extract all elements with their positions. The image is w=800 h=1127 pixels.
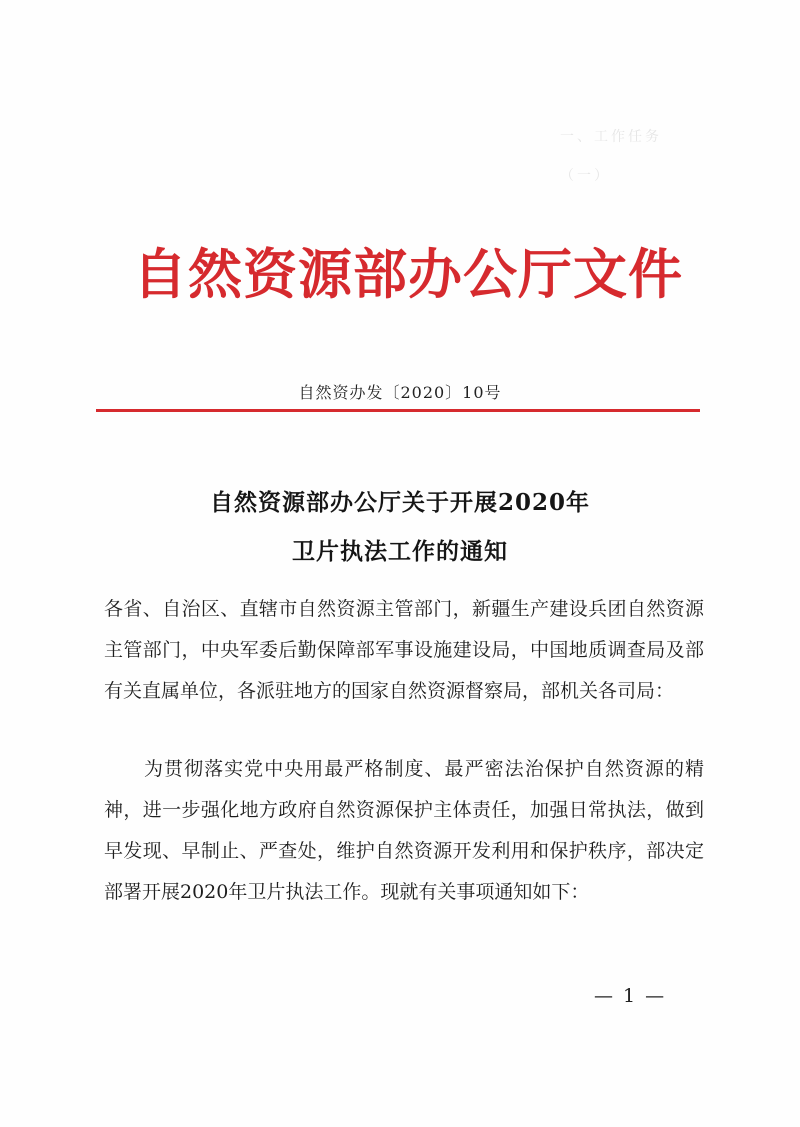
document-title-line-2: 卫片执法工作的通知 (292, 538, 508, 565)
document-title-line-1: 自然资源部办公厅关于开展2020年 (209, 489, 590, 516)
bleed-through-line: 一、工作任务 (560, 129, 662, 145)
page-number: — 1 — (594, 985, 667, 1007)
addressee-paragraph: 各省、自治区、直辖市自然资源主管部门，新疆生产建设兵团自然资源主管部门，中央军委后勤保障部军事设施建设局，中国地质调查局及部有关直属单位，各派驻地方的国家自然资源督察局，部机关各司局： (104, 598, 704, 702)
red-separator-line (96, 409, 700, 412)
document-number: 自然资办发〔2020〕10号 (298, 383, 502, 402)
document-header-title: 自然资源部办公厅文件 (133, 243, 683, 306)
bleed-through-line: （一） (560, 168, 611, 184)
body-paragraph: 为贯彻落实党中央用最严格制度、最严密法治保护自然资源的精神，进一步强化地方政府自然资源保护主体责任，加强日常执法，做到早发现、早制止、严查处，维护自然资源开发利用和保护秩序，部决定部署开展2020年卫片执法工作。现就有关事项通知如下： (104, 758, 704, 903)
